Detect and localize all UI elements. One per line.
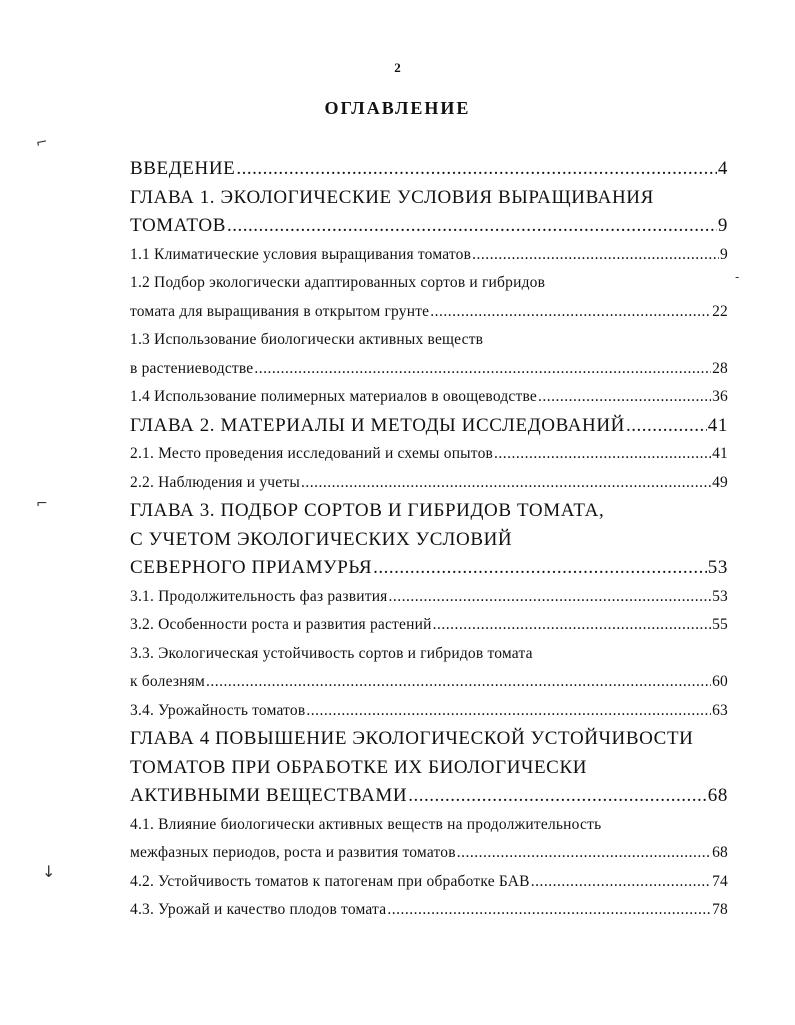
toc-section-entry	[130, 868, 728, 897]
toc-chapter-entry	[130, 412, 728, 441]
toc-entry-text: ТОМАТОВ ПРИ ОБРАБОТКЕ ИХ БИОЛОГИЧЕСКИ	[130, 756, 588, 778]
toc-page-number: 68	[712, 844, 728, 861]
toc-entry-text: ГЛАВА 4 ПОВЫШЕНИЕ ЭКОЛОГИЧЕСКОЙ УСТОЙЧИВОСТИ	[130, 728, 694, 749]
dot-leader	[236, 155, 717, 184]
toc-page-number: 9	[720, 245, 728, 263]
toc-section-entry	[130, 440, 728, 469]
toc-section-entry	[130, 383, 728, 412]
toc-section-entry	[130, 811, 728, 840]
dot-leader	[306, 697, 711, 726]
toc-entry-text: 4.2. Устойчивость томатов к патогенам при обработке БАВ	[130, 872, 530, 890]
toc-chapter-entry	[130, 155, 728, 184]
toc-entry-text: 3.3. Экологическая устойчивость сортов и гибридов томата	[130, 644, 533, 662]
dot-leader	[408, 782, 707, 811]
toc-page-number: 9	[717, 215, 728, 236]
toc-chapter-entry	[130, 782, 728, 811]
toc-page-number: 28	[712, 359, 728, 377]
toc-chapter-entry	[130, 526, 728, 555]
toc-page-number: 41	[712, 445, 728, 462]
dot-leader	[389, 583, 712, 612]
scan-mark-icon: ⌐	[36, 496, 48, 512]
toc-section-entry	[130, 896, 728, 925]
toc-entry-text: 3.1. Продолжительность фаз развития	[130, 587, 388, 605]
toc-entry-text: 2.1. Место проведения исследований и схемы опытов	[130, 445, 494, 462]
toc-section-entry	[130, 241, 728, 270]
toc-page-number: 63	[712, 701, 728, 719]
page-number: 2	[394, 60, 401, 75]
dot-leader	[538, 383, 711, 412]
scan-mark-icon: ⌐	[34, 134, 50, 152]
toc-page-number: 68	[707, 785, 728, 806]
toc-entry-text: 4.1. Влияние биологически активных веществ на продолжительность	[130, 815, 602, 833]
dot-leader	[206, 668, 711, 697]
toc-entry-text: 3.2. Особенности роста и развития растений	[130, 616, 432, 633]
scan-mark-icon: -	[735, 270, 740, 284]
toc-page-number: 78	[712, 901, 728, 918]
dot-leader	[387, 896, 711, 925]
toc-section-entry	[130, 697, 728, 726]
toc-entry-text: 1.2 Подбор экологически адаптированных сортов и гибридов	[130, 274, 546, 291]
toc-entry-text: 1.3 Использование биологически активных веществ	[130, 331, 484, 348]
toc-section-entry	[130, 839, 728, 868]
toc-entry-text: 1.1 Климатические условия выращивания томатов	[130, 245, 472, 263]
toc-chapter-entry	[130, 184, 728, 213]
toc-entry-text: 2.2. Наблюдения и учеты	[130, 473, 300, 491]
toc-entry-text: ГЛАВА 2. МАТЕРИАЛЫ И МЕТОДЫ ИССЛЕДОВАНИЙ	[130, 414, 625, 436]
toc-section-entry	[130, 269, 728, 298]
toc-section-entry	[130, 355, 728, 384]
toc-chapter-entry	[130, 212, 728, 241]
toc-chapter-entry	[130, 725, 728, 754]
toc-entry-text: к болезням	[130, 673, 205, 690]
toc-section-entry	[130, 583, 728, 612]
toc-page-number: 53	[707, 557, 728, 578]
dot-leader	[227, 212, 717, 241]
page-title: ОГЛАВЛЕНИЕ	[324, 98, 471, 118]
dot-leader	[430, 298, 711, 327]
toc-entry-text: межфазных периодов, роста и развития томатов	[130, 844, 456, 861]
dot-leader	[301, 469, 711, 498]
toc-section-entry	[130, 469, 728, 498]
toc-entry-text: 1.4 Использование полимерных материалов в овощеводстве	[130, 388, 537, 405]
toc-chapter-entry	[130, 754, 728, 783]
toc-entry-text: томата для выращивания в открытом грунте	[130, 302, 430, 320]
toc-entry-text: ТОМАТОВ	[130, 215, 226, 236]
toc-section-entry	[130, 668, 728, 697]
toc-entry-text: в растениеводстве	[130, 359, 254, 377]
toc-page-number: 36	[712, 388, 728, 405]
scan-mark-icon: ↓	[42, 862, 56, 881]
toc-entry-text: 4.3. Урожай и качество плодов томата	[130, 901, 387, 918]
toc-page-number: 41	[707, 414, 728, 436]
toc-page-number: 22	[712, 302, 728, 320]
table-of-contents	[130, 155, 728, 925]
dot-leader	[531, 868, 711, 897]
toc-page-number: 4	[717, 158, 728, 179]
dot-leader	[626, 412, 707, 441]
dot-leader	[433, 611, 711, 640]
dot-leader	[457, 839, 711, 868]
toc-entry-text: С УЧЕТОМ ЭКОЛОГИЧЕСКИХ УСЛОВИЙ	[130, 528, 513, 550]
toc-page-number: 60	[712, 673, 728, 690]
toc-page-number: 74	[712, 872, 728, 890]
toc-entry-text: СЕВЕРНОГО ПРИАМУРЬЯ	[130, 557, 373, 578]
dot-leader	[494, 440, 711, 469]
toc-page-number: 49	[712, 473, 728, 491]
toc-page-number: 55	[712, 616, 728, 633]
toc-section-entry	[130, 640, 728, 669]
toc-entry-text: 3.4. Урожайность томатов	[130, 701, 306, 719]
toc-chapter-entry	[130, 497, 728, 526]
toc-section-entry	[130, 326, 728, 355]
toc-entry-text: ВВЕДЕНИЕ	[130, 158, 236, 179]
dot-leader	[472, 241, 719, 270]
toc-page-number: 53	[712, 587, 728, 605]
toc-chapter-entry	[130, 554, 728, 583]
dot-leader	[254, 355, 711, 384]
toc-section-entry	[130, 298, 728, 327]
toc-entry-text: ГЛАВА 1. ЭКОЛОГИЧЕСКИЕ УСЛОВИЯ ВЫРАЩИВАНИЯ	[130, 186, 654, 208]
toc-entry-text: ГЛАВА 3. ПОДБОР СОРТОВ И ГИБРИДОВ ТОМАТА,	[130, 500, 605, 521]
toc-section-entry	[130, 611, 728, 640]
dot-leader	[373, 554, 707, 583]
toc-entry-text: АКТИВНЫМИ ВЕЩЕСТВАМИ	[130, 785, 408, 806]
